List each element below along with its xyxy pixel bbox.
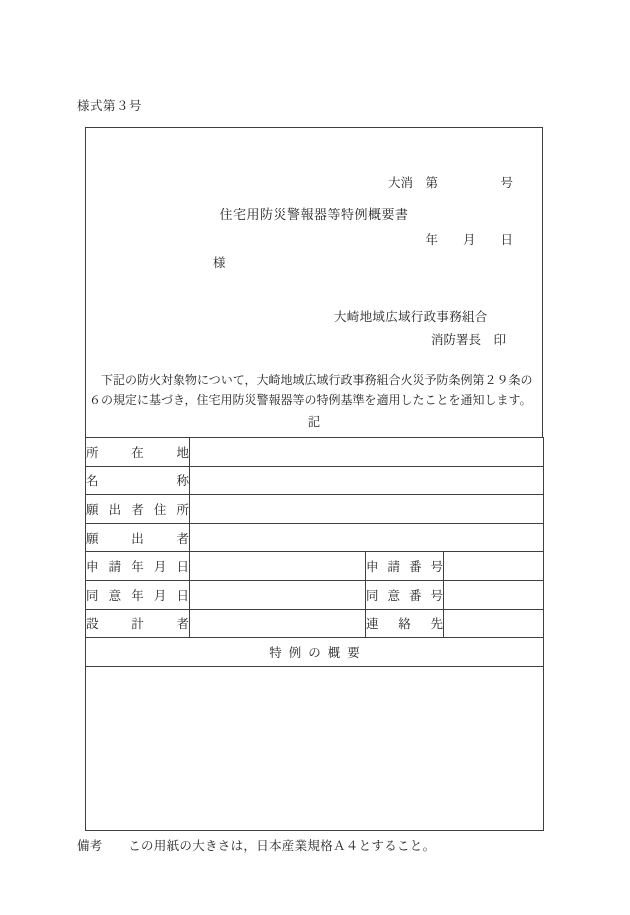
table-row-applicant-address [86, 495, 544, 524]
body-marker: 記 [307, 415, 321, 429]
table-row-applicant [86, 523, 544, 552]
field-label-location: 所在地 [86, 438, 190, 467]
document-number-line: 大消 第 号 [387, 176, 513, 190]
field-value-contact [444, 609, 544, 638]
field-value-consent-number [444, 580, 544, 609]
footnote-paper-size: 備考 この用紙の大きさは，日本産業規格Ａ４とすること。 [77, 839, 436, 853]
form-number-label: 様式第３号 [77, 99, 143, 113]
notice-line-2: ６の規定に基づき，住宅用防災警報器等の特例基準を適用したことを通知します。 [89, 392, 532, 407]
table-row-designer [86, 609, 544, 638]
addressee-suffix: 様 [213, 256, 226, 270]
document-date-line: 年 月 日 [425, 233, 513, 247]
field-label-name: 名称 [86, 466, 190, 495]
field-label-applicant: 願出者 [86, 523, 190, 552]
table-row-application-date [86, 552, 544, 581]
field-value-application-number [444, 552, 544, 581]
field-value-consent-date [190, 580, 366, 609]
field-label-consent-date: 同意年月日 [86, 580, 190, 609]
field-label-designer: 設計者 [86, 609, 190, 638]
issuer-signer-seal: 消防署長 印 [431, 333, 507, 347]
notice-line-1: 下記の防火対象物について，大崎地域広域行政事務組合火災予防条例第２９条の [89, 373, 533, 387]
field-label-applicant-address: 願出者住所 [86, 495, 190, 524]
table-row-location [86, 438, 544, 467]
table-row-section-body [86, 666, 544, 830]
document-title: 住宅用防災警報器等特例概要書 [219, 207, 409, 222]
field-label-contact: 連絡先 [366, 609, 444, 638]
field-label-consent-number: 同意番号 [366, 580, 444, 609]
field-value-applicant [190, 523, 544, 552]
table-row-consent-date [86, 580, 544, 609]
section-body-special-exception-summary [86, 666, 544, 830]
field-value-designer [190, 609, 366, 638]
notice-paragraph [89, 371, 541, 410]
field-value-application-date [190, 552, 366, 581]
form-header-section [85, 127, 543, 437]
field-label-application-date: 申請年月日 [86, 552, 190, 581]
form-border-box [85, 127, 543, 831]
field-value-name [190, 466, 544, 495]
issuer-organization: 大崎地域広域行政事務組合 [334, 310, 488, 324]
table-row-section-header [86, 638, 544, 667]
field-label-application-number: 申請番号 [366, 552, 444, 581]
section-header-special-exception-summary: 特例の概要 [86, 638, 544, 667]
form-table [85, 437, 544, 831]
field-value-applicant-address [190, 495, 544, 524]
table-row-name [86, 466, 544, 495]
field-value-location [190, 438, 544, 467]
